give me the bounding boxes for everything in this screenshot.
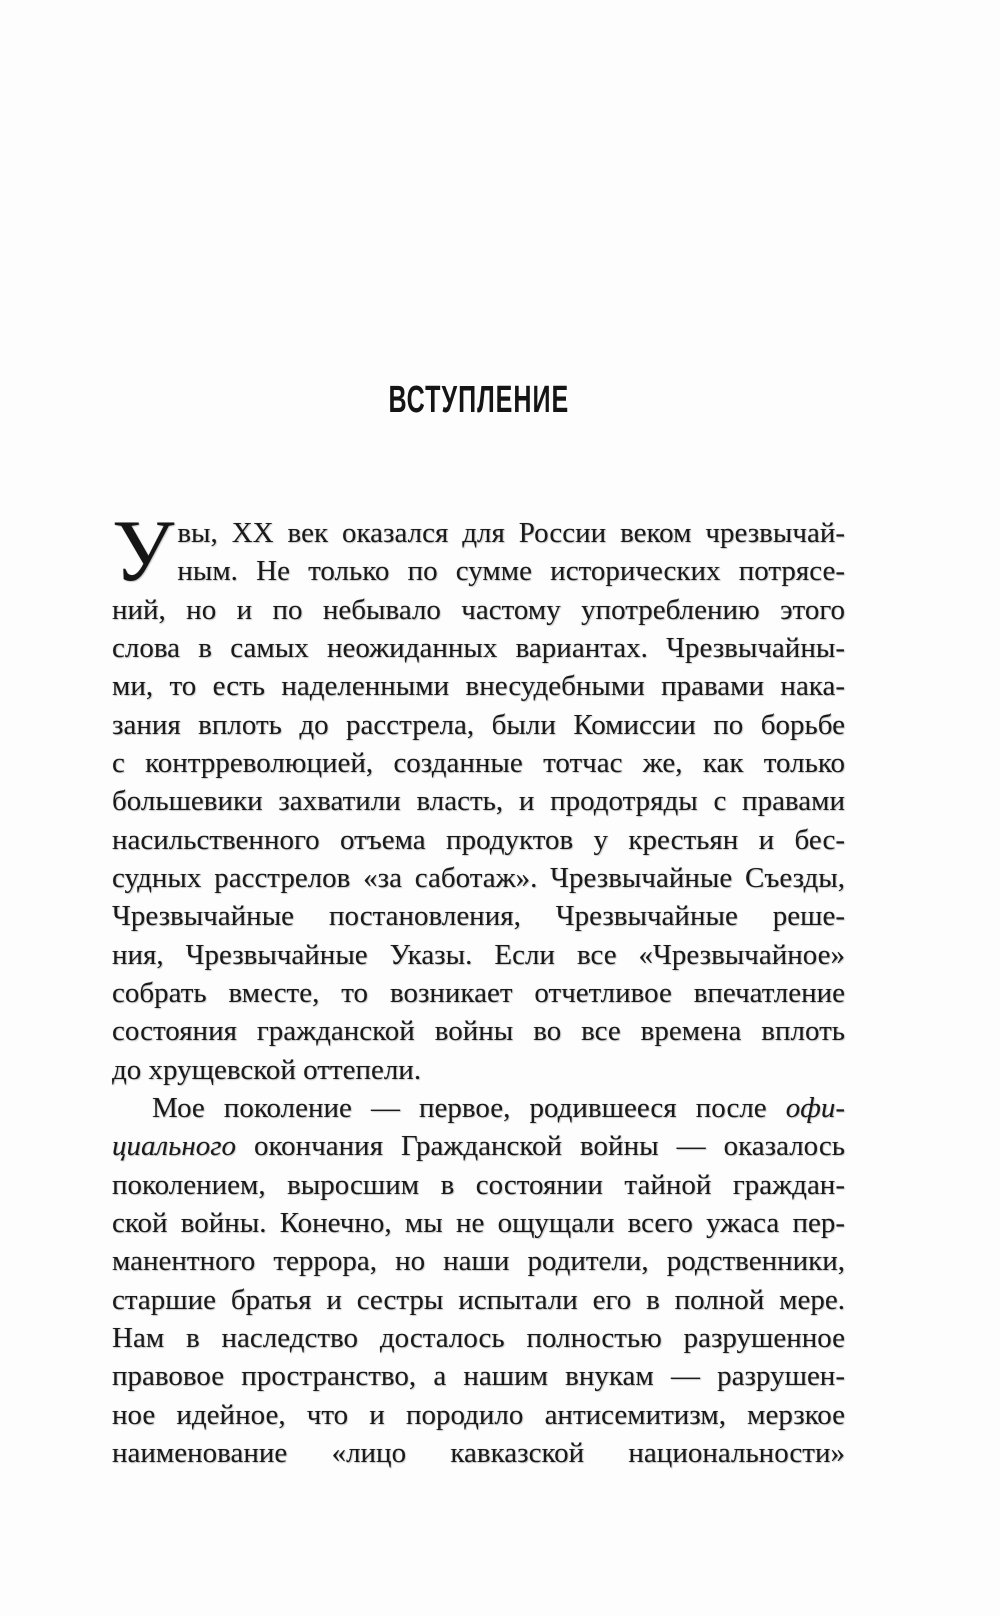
text-line [112,1012,845,1050]
text-run: ской войны. Конечно, мы не ощущали всего ужаса пер- [112,1206,845,1239]
text-run: ное идейное, что и породило антисемитизм, мерзкое [112,1398,845,1431]
text-run: наименование «лицо кавказской национальности» [112,1436,845,1469]
text-line [112,667,845,705]
text-line [112,1396,845,1434]
text-line [112,1089,845,1127]
text-run: ным. Не только по сумме исторических потрясе- [177,555,845,588]
text-run: Нам в наследство досталось полностью разрушенное [112,1321,845,1354]
text-run: вы, XX век оказался для России веком чрезвычай- [177,517,845,549]
text-line [112,629,845,667]
text-run: судных расстрелов «за саботаж». Чрезвычайные Съезды, [112,861,845,894]
text-run: насильственного отъема продуктов у крестьян и бес- [112,823,845,856]
text-line [112,552,845,590]
text-run: большевики захватили власть, и продотряды с правами [112,785,845,818]
chapter-title [112,379,845,421]
text-line [112,744,845,782]
text-line [112,1204,845,1242]
text-run: ний, но и по небывало частому употреблению этого [112,593,845,626]
text-line [112,936,845,974]
text-line [112,591,845,629]
text-line [112,1242,845,1280]
drop-cap: У [112,503,175,600]
text-run: ми, то есть наделенными внесудебными правами нака- [112,670,845,703]
text-run: окончания Гражданской войны — оказалось [236,1130,845,1163]
text-line [112,1051,845,1089]
paragraph [112,1089,845,1472]
text-run: зания вплоть до расстрела, были Комиссии по борьбе [112,708,845,741]
text-line [112,1319,845,1357]
italic-text-run: офи- [785,1091,845,1124]
text-run: состояния гражданской войны во все времена вплоть [112,1015,845,1048]
text-line [112,1434,845,1472]
text-run: до хрущевской оттепели. [112,1053,422,1086]
text-run: старшие братья и сестры испытали его в полной мере. [112,1283,845,1316]
text-line [112,1127,845,1165]
text-run: правовое пространство, а нашим внукам — разрушен- [112,1360,845,1393]
text-line [112,1357,845,1395]
text-line [112,706,845,744]
text-line [112,1281,845,1319]
text-line [112,514,845,552]
text-line [112,897,845,935]
text-line [112,974,845,1012]
paragraph [112,503,845,1089]
chapter-title-text: ВСТУПЛЕНИЕ [388,379,569,421]
text-line [112,1166,845,1204]
text-run: ния, Чрезвычайные Указы. Если все «Чрезвычайное» [112,938,845,971]
italic-text-run: циального [112,1130,237,1163]
text-run: с контрреволюцией, созданные тотчас же, как только [112,746,845,779]
text-run: поколением, выросшим в состоянии тайной граждан- [112,1168,845,1201]
text-line [112,859,845,897]
text-run: собрать вместе, то возникает отчетливое впечатление [112,976,845,1009]
text-run: манентного террора, но наши родители, родственники, [112,1245,845,1278]
text-run: Чрезвычайные постановления, Чрезвычайные реше- [112,900,845,933]
text-run: Мое поколение — первое, родившееся после [152,1091,786,1124]
text-run: слова в самых неожиданных вариантах. Чрезвычайны- [112,631,845,664]
body-text [112,503,845,1472]
text-line [112,782,845,820]
text-line [112,821,845,859]
